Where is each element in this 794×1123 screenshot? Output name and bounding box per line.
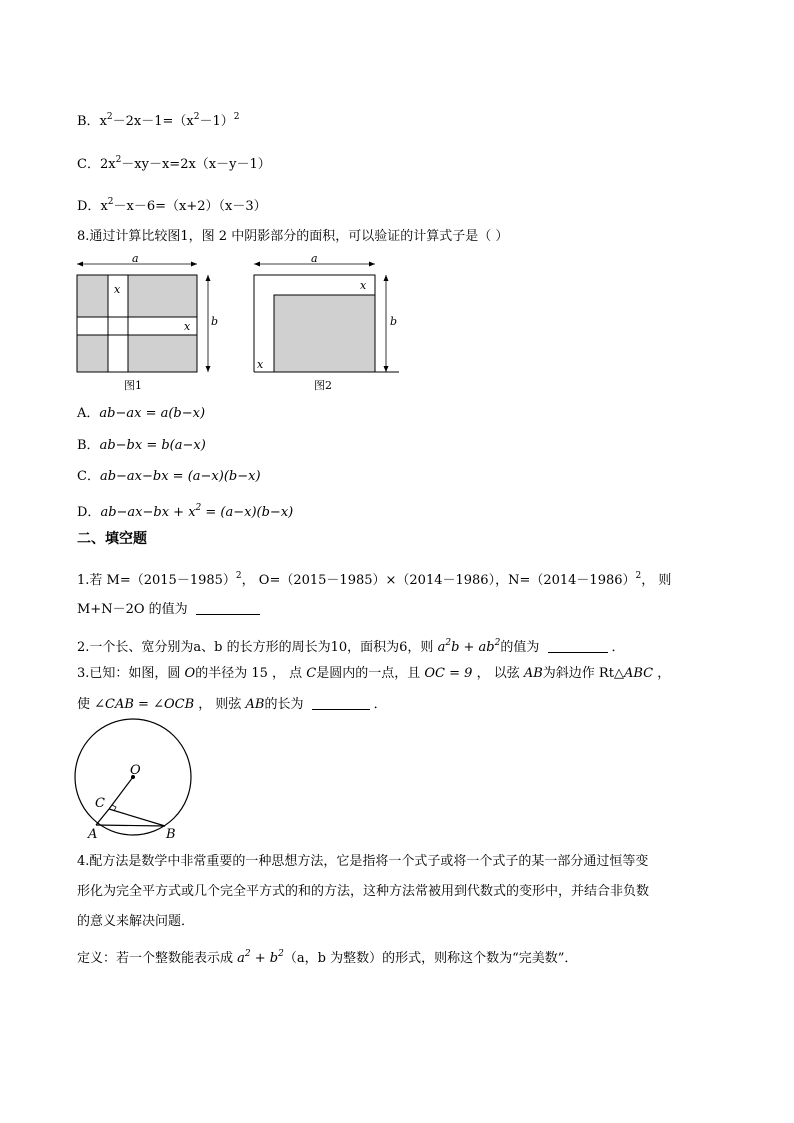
q8-stem: 8.通过计算比较图1，图 2 中阴影部分的面积，可以验证的计算式子是（ ） <box>77 229 509 244</box>
choice-d: D．$x^2-x-6=(x+2)(x-3)$ <box>77 197 267 214</box>
fig2-label-x-top: x <box>360 279 367 292</box>
circle-label-a: A <box>88 827 98 842</box>
figure-2 <box>245 252 415 392</box>
q8-option-b: B．ab−bx = b(a−x) <box>77 438 206 453</box>
q8-option-d: D．$ab-ax-bx + x^2 = (a-x)(b-x)$ <box>77 503 294 520</box>
fill-q4-line2: 形化为完全平方式或几个完全平方式的和的方法，这种方法常被用到代数式的变形中，并结合非负数 <box>77 884 650 899</box>
fig1-label-x-top: x <box>114 283 121 296</box>
fill-q3-line2: 使 ∠CAB = ∠OCB ， 则弦 AB的长为 ． <box>77 697 387 712</box>
answer-blank-1[interactable] <box>196 614 260 615</box>
circle-label-o: O <box>130 763 141 778</box>
fill-q4-definition: 定义：若一个整数能表示成 $a^2 + b^2(a$，b 为整数）的形式，则称这个数为“完美数”． <box>77 949 578 966</box>
choice-b: B．$x^2-2x-1=(x^2-1)^2$ <box>77 112 240 129</box>
fill-q3-line1: 3.已知：如图，圆 O的半径为 15 ， 点 C是圆内的一点，且 OC = 9 ， 以弦 AB为斜边作 Rt△ABC ， <box>77 666 671 681</box>
figure-1 <box>68 252 228 392</box>
fig2-label-a: a <box>311 252 318 265</box>
circle-label-c: C <box>95 796 105 811</box>
fig1-label-b: b <box>211 315 219 328</box>
fig2-label-x-left: x <box>257 358 264 371</box>
fig2-caption: 图2 <box>314 379 332 392</box>
fig1-shade-bl <box>77 335 108 372</box>
fill-q4-line1: 4.配方法是数学中非常重要的一种思想方法，它是指将一个式子或将一个式子的某一部分通过恒等变 <box>77 854 649 869</box>
fill-q1-line2: M+N－2O 的值为 <box>77 601 260 619</box>
fig1-shade-tr <box>128 275 197 317</box>
circle-label-b: B <box>166 827 176 842</box>
fill-q4-line3: 的意义来解决问题． <box>77 914 195 929</box>
answer-blank-3[interactable] <box>312 709 370 710</box>
q8-option-a: A．ab−ax = a(b−x) <box>77 406 206 421</box>
q8-option-c: C．ab−ax−bx = (a−x)(b−x) <box>77 469 261 484</box>
fig1-caption: 图1 <box>124 379 142 392</box>
fig1-shade-br <box>128 335 197 372</box>
section-title: 二、填空题 <box>77 531 147 547</box>
fill-q1-line1: 1.若 $M=(2015-1985)^2$， O=（2015－1985）×（2014－1986），$N=(2014-1986)^2$， 则 <box>77 571 672 588</box>
fig2-shade <box>274 295 375 372</box>
fig1-label-a: a <box>132 252 139 265</box>
circle-figure <box>70 722 210 842</box>
answer-blank-2[interactable] <box>548 652 608 653</box>
fig1-shade-tl <box>77 275 108 317</box>
fill-q2: 2.一个长、宽分别为a、b 的长方形的周长为10，面积为6，则 $a^2b + ab^2$的值为 ． <box>77 638 625 655</box>
choice-c: C．$2x^2-xy-x=2x(x-y-1)$ <box>77 155 271 172</box>
fig2-label-b: b <box>390 315 398 328</box>
fig1-label-x-right: x <box>184 320 191 333</box>
